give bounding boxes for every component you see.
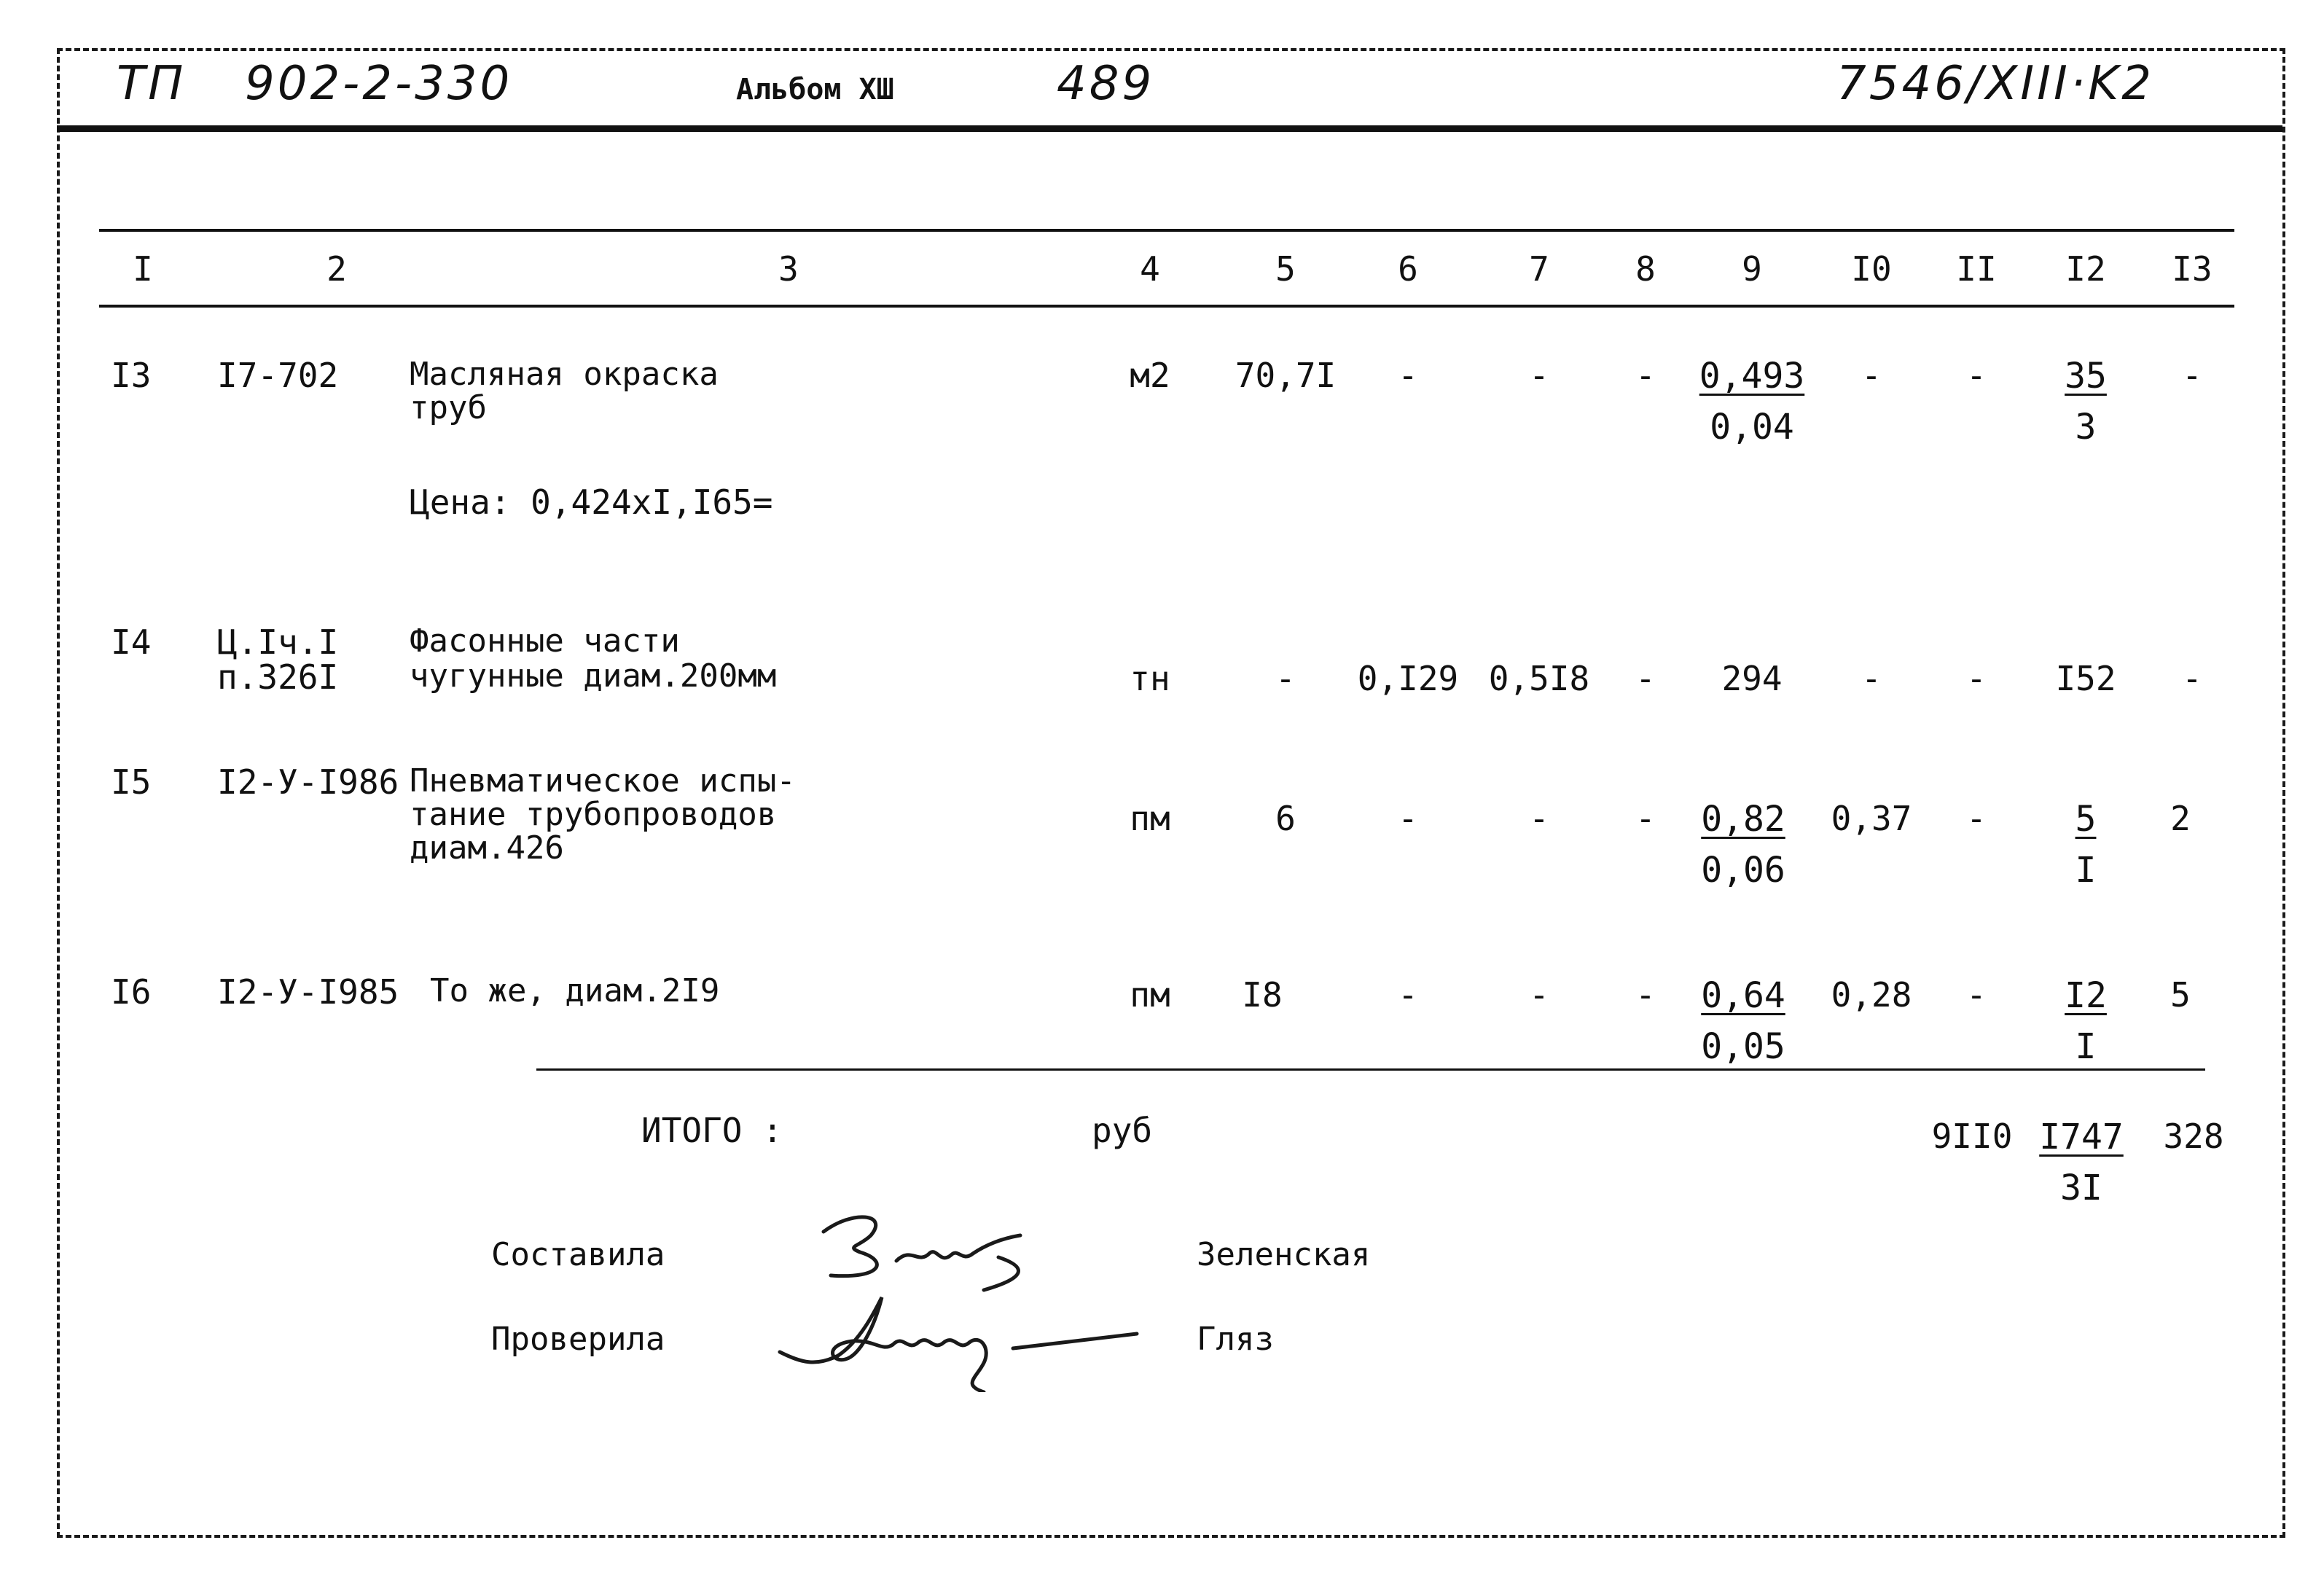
total-col13: 328 (2163, 1117, 2224, 1156)
col-header-9: 9 (1742, 249, 1762, 289)
col8-value: - (1635, 356, 1656, 395)
compiled-by-name: Зеленская (1197, 1236, 1371, 1273)
header-rule (57, 125, 2282, 132)
col7-value: - (1529, 799, 1549, 838)
col6-value: - (1398, 975, 1418, 1015)
col-header-11: II (1956, 249, 1997, 289)
work-name-line: Фасонные части (410, 622, 680, 660)
fraction-numerator: 5 (2075, 799, 2097, 840)
work-name-line: Масляная окраска (410, 356, 719, 393)
table-header-rule (99, 305, 2234, 308)
col13-value: 2 (2170, 799, 2191, 838)
unit: пм (1130, 975, 1170, 1015)
signature-compiled (802, 1195, 1064, 1297)
row-number: I6 (111, 972, 152, 1012)
col-header-8: 8 (1635, 249, 1656, 289)
col-header-1: I (133, 249, 153, 289)
col11-value: - (1966, 975, 1987, 1015)
col-header-10: I0 (1851, 249, 1892, 289)
col10-value: 0,37 (1831, 799, 1912, 838)
norm-code: I7-702 (217, 356, 339, 395)
quantity: I8 (1242, 975, 1283, 1015)
total-label: ИТОГО : (641, 1111, 783, 1150)
col12-value: I52 (2055, 659, 2116, 698)
col13-value: - (2182, 356, 2202, 395)
quantity: 6 (1275, 799, 1296, 838)
fraction-numerator: I2 (2065, 975, 2107, 1016)
col7-value: - (1529, 356, 1549, 395)
fraction-denominator: 0,05 (1701, 1025, 1785, 1067)
col11-value: - (1966, 799, 1987, 838)
col7-value: - (1529, 975, 1549, 1015)
checked-by-label: Проверила (491, 1321, 665, 1358)
row-number: I5 (111, 762, 152, 802)
col-header-2: 2 (326, 249, 347, 289)
total-unit: руб (1092, 1111, 1153, 1150)
work-name-line: тание трубопроводов (410, 796, 777, 833)
col6-value: 0,I29 (1357, 659, 1459, 698)
unit: пм (1130, 799, 1170, 838)
fraction-numerator: I747 (2039, 1117, 2124, 1157)
fraction-numerator: 0,82 (1701, 799, 1785, 840)
col-header-7: 7 (1529, 249, 1549, 289)
col10-value: - (1861, 356, 1882, 395)
col-header-12: I2 (2065, 249, 2106, 289)
fraction-numerator: 35 (2065, 356, 2107, 396)
col9-fraction (1701, 794, 1785, 896)
signature-checked (772, 1283, 1166, 1392)
col11-value: - (1966, 659, 1987, 698)
col10-value: - (1861, 659, 1882, 698)
col12-fraction (2075, 794, 2097, 896)
project-code: 902-2-330 (245, 57, 513, 111)
fraction-numerator: 0,64 (1701, 975, 1785, 1016)
col6-value: - (1398, 356, 1418, 395)
work-name-line: чугунные диам.200мм (410, 657, 777, 695)
row-number: I3 (111, 356, 152, 395)
compiled-by-label: Составила (491, 1236, 665, 1273)
total-col12-fraction (2039, 1112, 2124, 1214)
col-header-6: 6 (1398, 249, 1418, 289)
unit: м2 (1130, 356, 1170, 395)
quantity: 70,7I (1235, 356, 1337, 395)
col13-value: - (2182, 659, 2202, 698)
total-col11: 9II0 (1931, 1117, 2013, 1156)
col11-value: - (1966, 356, 1987, 395)
fraction-denominator: 3 (2075, 406, 2097, 448)
table-top-rule (99, 229, 2234, 232)
checked-by-name: Гляз (1197, 1321, 1274, 1358)
col7-value: 0,5I8 (1488, 659, 1590, 698)
norm-code: I2-У-I986 (217, 762, 399, 802)
fraction-denominator: I (2075, 849, 2097, 891)
col-header-13: I3 (2172, 249, 2213, 289)
col8-value: - (1635, 799, 1656, 838)
norm-code: п.326I (217, 657, 339, 697)
col9-fraction (1701, 971, 1785, 1072)
col-header-4: 4 (1140, 249, 1160, 289)
fraction-numerator: 0,493 (1699, 356, 1805, 396)
document-code: 7546/XIII·K2 (1836, 57, 2154, 111)
fraction-denominator: I (2075, 1025, 2097, 1067)
col9-fraction (1699, 351, 1805, 453)
quantity: - (1275, 659, 1296, 698)
norm-code: I2-У-I985 (217, 972, 399, 1012)
col-header-5: 5 (1275, 249, 1296, 289)
col10-value: 0,28 (1831, 975, 1912, 1015)
col8-value: - (1635, 975, 1656, 1015)
page-number: 489 (1057, 57, 1155, 111)
unit: тн (1130, 659, 1170, 698)
col6-value: - (1398, 799, 1418, 838)
col-header-3: 3 (778, 249, 799, 289)
row-number: I4 (111, 622, 152, 662)
col12-fraction (2065, 351, 2107, 453)
col13-value: 5 (2170, 975, 2191, 1015)
work-name-line: труб (410, 389, 487, 426)
work-name-line: Пневматическое испы- (410, 762, 796, 800)
album-label: Альбом XШ (736, 73, 894, 106)
fraction-denominator: 0,04 (1710, 406, 1794, 448)
col8-value: - (1635, 659, 1656, 698)
price-note: Цена: 0,424хI,I65= (410, 482, 773, 522)
project-prefix: ТП (117, 57, 187, 111)
fraction-denominator: 0,06 (1701, 849, 1785, 891)
col12-fraction (2065, 971, 2107, 1072)
norm-code: Ц.Iч.I (217, 622, 339, 662)
total-separator-rule (536, 1068, 2205, 1071)
work-name-line: диам.426 (410, 829, 564, 867)
fraction-denominator: 3I (2060, 1167, 2102, 1208)
col9-value: 294 (1721, 659, 1783, 698)
work-name-line: То же, диам.2I9 (430, 972, 720, 1009)
